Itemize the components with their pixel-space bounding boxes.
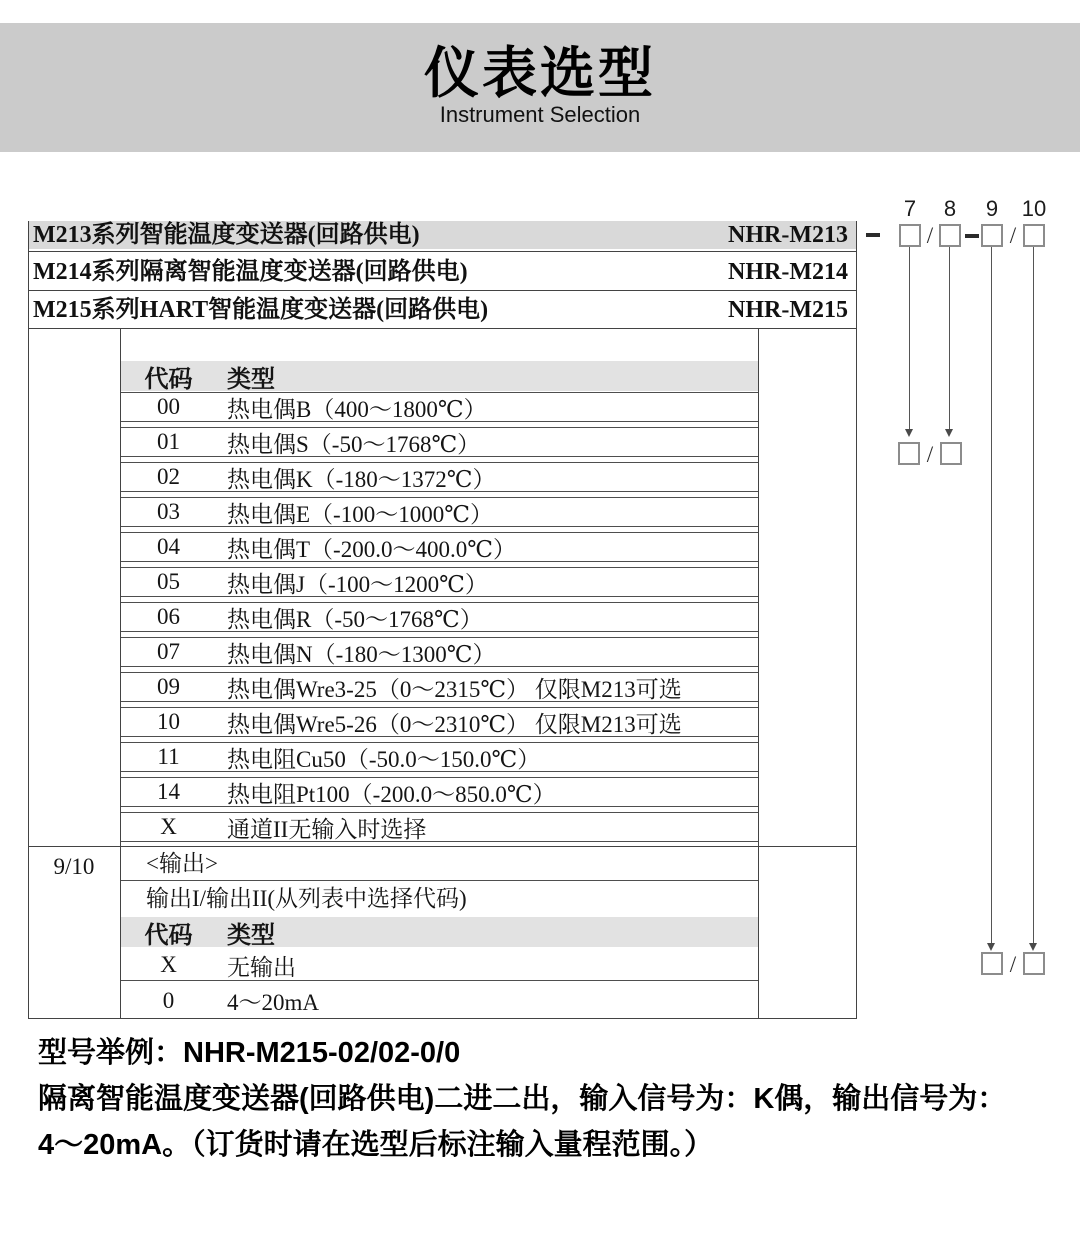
slash-separator: / [1009,952,1017,977]
header-band [0,23,1080,152]
code-cell: 01 [157,429,180,454]
input-code-box-2[interactable] [940,442,962,465]
input-code-table [121,392,758,842]
grid-line-right [856,221,857,1019]
output-section-label: 9/10 [53,854,95,879]
example-line-3: 4～20mA。（订货时请在选型后标注输入量程范围。） [38,1129,714,1161]
connector-line-10 [1033,247,1034,943]
output-table-header [121,917,758,947]
connector-line-8 [949,247,950,429]
type-cell: 4～20mA [227,990,319,1015]
column-header-type: 类型 [227,366,275,393]
column-header-code: 代码 [144,922,193,949]
input-table-header [121,361,758,391]
connector-line-9 [991,247,992,943]
code-cell: 0 [162,987,175,1013]
grid-line-row3 [28,328,857,329]
dash-separator [965,234,979,238]
type-cell: 热电偶E（-100～1000℃） [227,501,493,527]
code-cell: 11 [157,744,180,769]
slash-separator: / [926,442,934,467]
type-cell: 热电偶Wre3-25（0～2315℃） 仅限M213可选 [227,676,682,702]
output-code-box-2[interactable] [1023,952,1045,975]
type-cell: 无输出 [227,954,296,980]
table-row [121,812,758,842]
input-code-box-1[interactable] [898,442,920,465]
table-row [121,707,758,737]
slash-separator: / [1009,223,1017,248]
arrow-head-icon [945,429,953,437]
table-row [121,637,758,667]
type-cell: 热电偶R（-50～1768℃） [227,606,483,632]
example-line-2: 隔离智能温度变送器(回路供电)二进二出，输入信号为：K偶，输出信号为： [38,1083,1007,1115]
type-cell: 热电偶T（-200.0～400.0℃） [227,536,516,562]
table-row [121,532,758,562]
type-cell: 热电偶S（-50～1768℃） [227,431,481,457]
type-cell: 热电偶Wre5-26（0～2310℃） 仅限M213可选 [227,711,682,737]
table-row [121,497,758,527]
grid-line-row2 [28,290,857,291]
example-line-1: 型号举例：NHR-M215-02/02-0/0 [38,1037,461,1069]
type-cell: 热电偶J（-100～1200℃） [227,571,488,597]
page-subtitle: Instrument Selection [439,102,641,127]
series-model-m214: NHR-M214 [728,259,848,285]
type-cell: 热电偶B（400～1800℃） [227,396,487,422]
model-code-box-10[interactable] [1023,224,1045,247]
code-cell: 00 [157,394,180,419]
code-cell: 05 [157,569,180,594]
series-model-m215: NHR-M215 [728,297,848,323]
code-cell: 03 [157,499,180,524]
table-row [121,392,758,422]
model-code-box-8[interactable] [939,224,961,247]
type-cell: 通道II无输入时选择 [227,816,427,842]
table-row [121,985,758,1016]
table-row [121,567,758,597]
column-header-code: 代码 [144,366,193,393]
dash-separator [866,233,880,237]
output-section-subtitle: 输出I/输出II(从列表中选择代码) [146,886,467,911]
page-title: 仪表选型 [423,42,656,104]
model-code-box-7[interactable] [899,224,921,247]
code-cell: 02 [157,464,180,489]
grid-line-row1 [28,251,857,252]
grid-line-bottom [28,1018,857,1019]
digit-label-8: 8 [943,196,957,221]
output-code-box-1[interactable] [981,952,1003,975]
output-section-title: <输出> [121,847,758,881]
arrow-head-icon [1029,943,1037,951]
arrow-head-icon [905,429,913,437]
digit-label-9: 9 [985,196,999,221]
type-cell: 热电阻Pt100（-200.0～850.0℃） [227,781,556,807]
model-code-box-9[interactable] [981,224,1003,247]
code-cell: 04 [157,534,180,559]
code-cell: 07 [157,639,180,664]
table-row [121,602,758,632]
code-cell: 14 [157,779,180,804]
digit-label-7: 7 [903,196,917,221]
table-row [121,742,758,772]
table-row [121,950,758,981]
code-cell: X [160,814,177,839]
table-row [121,672,758,702]
series-name-m214: M214系列隔离智能温度变送器(回路供电) [33,259,468,285]
digit-label-10: 10 [1021,196,1047,221]
type-cell: 热电偶K（-180～1372℃） [227,466,496,492]
arrow-head-icon [987,943,995,951]
type-cell: 热电阻Cu50（-50.0～150.0℃） [227,746,541,772]
connector-line-7 [909,247,910,429]
code-cell: X [160,952,177,977]
grid-line-left [28,221,29,1019]
type-cell: 热电偶N（-180～1300℃） [227,641,496,667]
series-name-m215: M215系列HART智能温度变送器(回路供电) [33,297,489,323]
table-row [121,427,758,457]
series-name-m213: M213系列智能温度变送器(回路供电) [33,222,420,248]
table-row [121,462,758,492]
code-cell: 06 [157,604,180,629]
code-cell: 09 [157,674,180,699]
table-row [121,777,758,807]
slash-separator: / [926,223,934,248]
code-cell: 10 [157,709,180,734]
series-model-m213: NHR-M213 [728,222,848,248]
column-header-type: 类型 [227,922,275,949]
